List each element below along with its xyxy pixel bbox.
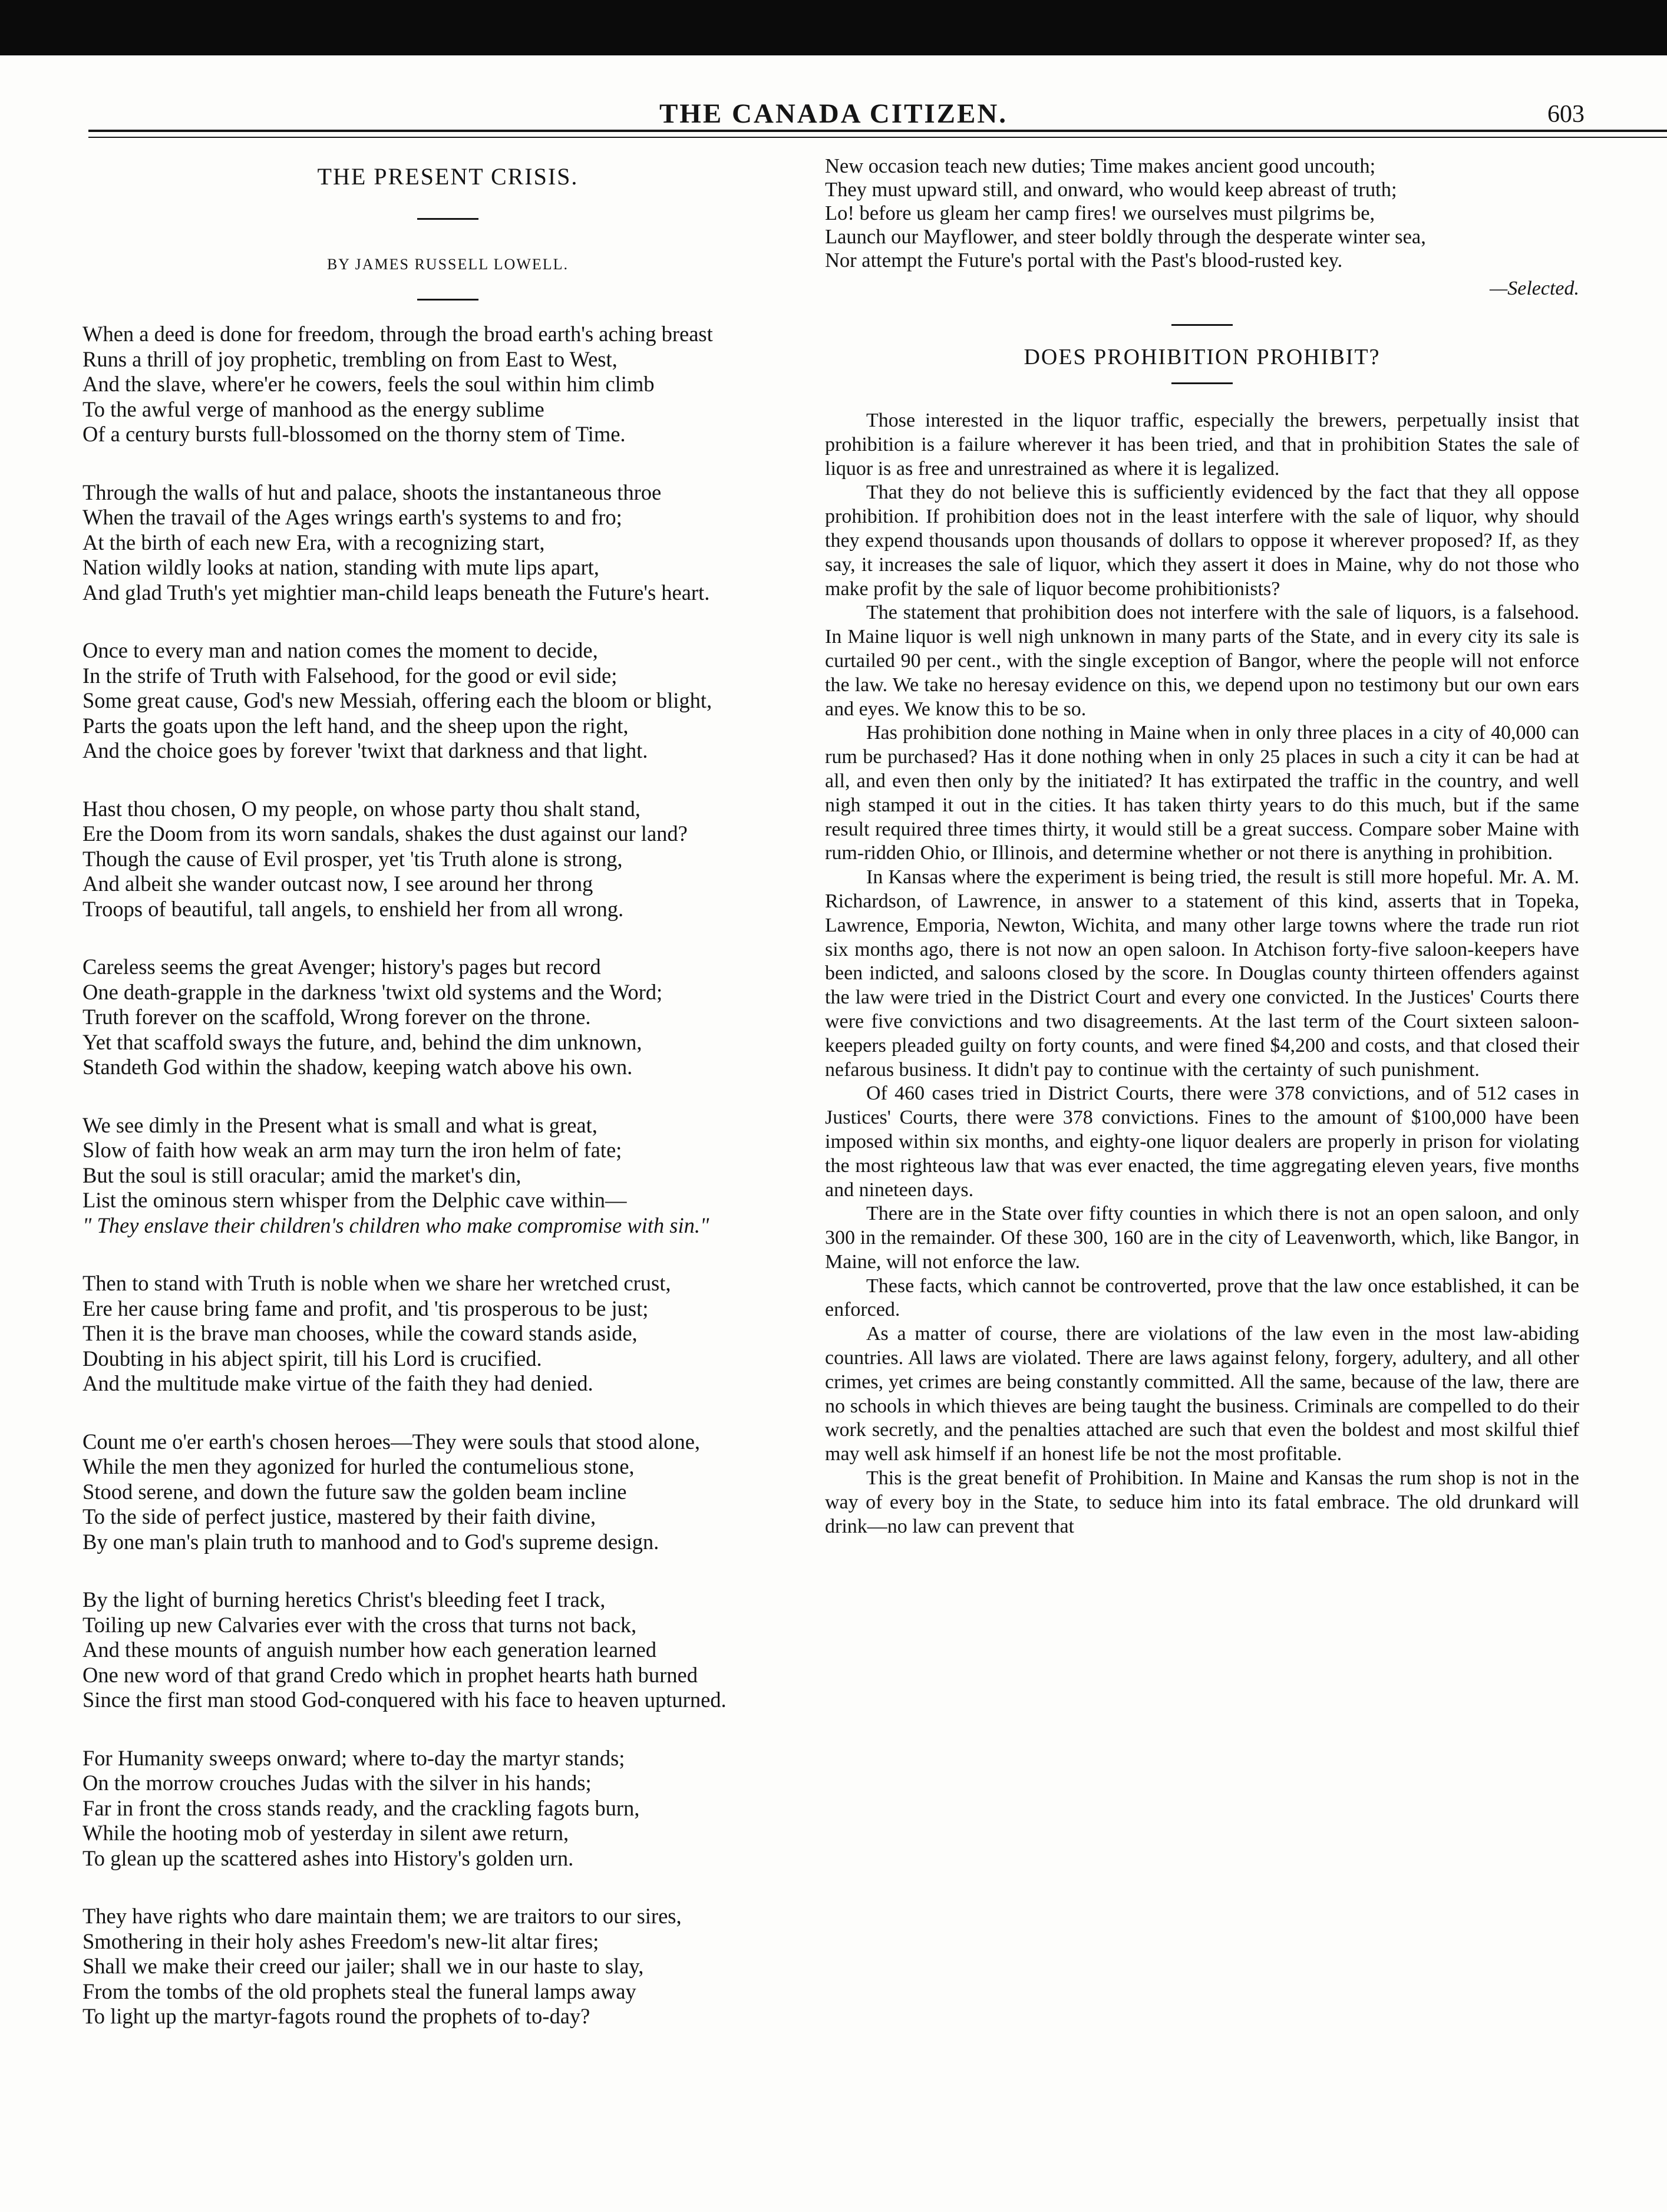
article-paragraph: As a matter of course, there are violations of the law even in the most law-abiding countries. All laws are violated. There are laws against felony, forgery, adultery, and all other crimes, yet crimes are being constantly committed. All the same, because of the law, there are no schools in which thieves are being taught the business. Criminals are compelled to do their work secretly, and the penalties attached are such that even the boldest and most skilful thief may well ask himself if an honest life be not the most profitable. xyxy=(825,1323,1579,1465)
poem-stanza xyxy=(82,955,813,1080)
poem-stanza xyxy=(82,1746,813,1871)
article-paragraph: This is the great benefit of Prohibition. In Maine and Kansas the rum shop is not in the way of every boy in the State, to seduce him into its fatal embrace. The old drunkard will drink—no law can prevent that xyxy=(825,1467,1579,1537)
poem-line: And glad Truth's yet mightier man-child leaps beneath the Future's heart. xyxy=(82,580,710,605)
poem-line: Then it is the brave man chooses, while the coward stands aside, xyxy=(82,1321,638,1345)
poem-line: And the multitude make virtue of the faith they had denied. xyxy=(82,1371,593,1395)
poem-line: When a deed is done for freedom, through the broad earth's aching breast xyxy=(82,322,713,346)
poem-line: Some great cause, God's new Messiah, offering each the bloom or blight, xyxy=(82,688,712,712)
poem-line: From the tombs of the old prophets steal the funeral lamps away xyxy=(82,1979,636,2003)
poem-line: Since the first man stood God-conquered with his face to heaven upturned. xyxy=(82,1688,727,1712)
poem-stanza xyxy=(82,1113,813,1239)
article-body xyxy=(825,409,1579,1539)
article-column xyxy=(825,154,1579,1539)
poem-continuation xyxy=(825,154,1579,272)
poem-line: Launch our Mayflower, and steer boldly through the desperate winter sea, xyxy=(825,226,1426,248)
poem-line: When the travail of the Ages wrings earth's systems to and fro; xyxy=(82,505,622,529)
poem-line: But the soul is still oracular; amid the market's din, xyxy=(82,1163,521,1187)
article-paragraph: There are in the State over fifty counties in which there is not an open saloon, and only 300 in the remainder. Of these 300, 160 are in the city of Leavenworth, which, like Bangor, in Maine, will not enforce the law. xyxy=(825,1203,1579,1273)
article-paragraph: Those interested in the liquor traffic, especially the brewers, perpetually insist that prohibition is a failure wherever it has been tried, and that in prohibition States the sale of liquor is as free and unrestrained as where it is legalized. xyxy=(825,410,1579,480)
article-paragraph: That they do not believe this is sufficiently evidenced by the fact that they all oppose prohibition. If prohibition does not in the least interfere with the sale of liquor, why should they expend thousands upon thousands of dollars to oppose it wherever proposed? If, as they say, it increases the sale of liquor, which they assert it does in Maine, why do not those who make profit by the sale of liquor become prohibitionists? xyxy=(825,481,1579,600)
masthead: THE CANADA CITIZEN. xyxy=(659,98,1008,129)
poem-line: Standeth God within the shadow, keeping watch above his own. xyxy=(82,1055,633,1079)
poem-line: One death-grapple in the darkness 'twixt old systems and the Word; xyxy=(82,979,663,1004)
page-number: 603 xyxy=(1547,101,1585,128)
article-title-rule xyxy=(1171,382,1233,384)
poem-line: Careless seems the great Avenger; history's pages but record xyxy=(82,955,601,979)
poem-body xyxy=(82,322,813,2029)
poem-line: At the birth of each new Era, with a recognizing start, xyxy=(82,530,545,554)
poem-stanza xyxy=(82,1904,813,2029)
poem-stanza xyxy=(82,1271,813,1396)
poem-line: Troops of beautiful, tall angels, to enshield her from all wrong. xyxy=(82,896,624,921)
poem-line: List the ominous stern whisper from the Delphic cave within— xyxy=(82,1188,627,1212)
poem-line: Then to stand with Truth is noble when we share her wretched crust, xyxy=(82,1271,671,1295)
poem-line: " They enslave their children's children who make compromise with sin." xyxy=(82,1213,709,1237)
poem-line: To the awful verge of manhood as the energy sublime xyxy=(82,397,544,421)
poem-line: Toiling up new Calvaries ever with the cross that turns not back, xyxy=(82,1612,637,1637)
poem-line: Count me o'er earth's chosen heroes—They were souls that stood alone, xyxy=(82,1429,701,1454)
poem-line: And the slave, where'er he cowers, feels the soul within him climb xyxy=(82,372,655,396)
poem-line: Yet that scaffold sways the future, and, behind the dim unknown, xyxy=(82,1029,642,1054)
header-rule xyxy=(88,130,1667,132)
article-paragraph: The statement that prohibition does not interfere with the sale of liquors, is a falsehood. In Maine liquor is well nigh unknown in many parts of the State, and in every city its sale is curtailed 90 per cent., with the single exception of Bangor, where the people will not enforce the law. We take no heresay evidence on this, we depend upon no testimony but our own ears and eyes. We know this to be so. xyxy=(825,602,1579,720)
poem-line: Runs a thrill of joy prophetic, trembling on from East to West, xyxy=(82,346,618,371)
poem-byline: BY JAMES RUSSELL LOWELL. xyxy=(326,256,569,273)
poem-line: Lo! before us gleam her camp fires! we ourselves must pilgrims be, xyxy=(825,202,1375,224)
poem-stanza xyxy=(82,480,813,606)
poem-line: On the morrow crouches Judas with the silver in his hands; xyxy=(82,1771,592,1795)
poem-line: Truth forever on the scaffold, Wrong forever on the throne. xyxy=(82,1005,591,1029)
poem-line: Parts the goats upon the left hand, and the sheep upon the right, xyxy=(82,713,629,738)
poem-line: Once to every man and nation comes the moment to decide, xyxy=(82,638,598,662)
header-rule-thin xyxy=(88,137,1667,138)
poem-line: Doubting in his abject spirit, till his Lord is crucified. xyxy=(82,1346,542,1371)
poem-line: While the hooting mob of yesterday in silent awe return, xyxy=(82,1821,569,1845)
scan-top-border xyxy=(0,0,1667,55)
poem-line: By the light of burning heretics Christ's bleeding feet I track, xyxy=(82,1587,606,1612)
article-paragraph: In Kansas where the experiment is being tried, the result is still more hopeful. Mr. A. M. Richardson, of Lawrence, in answer to a statement of this kind, asserts that in Topeka, Lawrence, Emporia, Newton, Wichita, and many other large towns where the trade run riot six months ago, there is not now an open saloon. In Atchison forty-five saloon-keepers have been indicted, and saloons closed by the score. In Douglas county thirteen offenders against the law were tried in the District Court and every one convicted. In the Justices' Courts there were five convictions and two disagreements. At the last term of the Court sixteen saloon-keepers pleaded guilty on forty counts, and were fined $4,200 and costs, and that closed their nefarous business. It didn't pay to continue with the certainty of such punishment. xyxy=(825,866,1579,1081)
poem-line: One new word of that grand Credo which in prophet hearts hath burned xyxy=(82,1662,698,1687)
poem-line: To the side of perfect justice, mastered by their faith divine, xyxy=(82,1504,596,1528)
poem-stanza xyxy=(82,322,813,447)
poem-credit: —Selected. xyxy=(1490,278,1579,299)
poem-line: To light up the martyr-fagots round the prophets of to-day? xyxy=(82,2004,590,2028)
poem-line: And these mounts of anguish number how each generation learned xyxy=(82,1637,657,1662)
poem-stanza xyxy=(82,1429,813,1555)
article-paragraph: These facts, which cannot be controverted, prove that the law once established, it can be enforced. xyxy=(825,1275,1579,1321)
poem-title: THE PRESENT CRISIS. xyxy=(317,163,579,190)
poem-line: New occasion teach new duties; Time makes ancient good uncouth; xyxy=(825,155,1376,177)
poem-line: Nation wildly looks at nation, standing with mute lips apart, xyxy=(82,555,599,579)
poem-line: And the choice goes by forever 'twixt that darkness and that light. xyxy=(82,738,648,762)
poem-line: Though the cause of Evil prosper, yet 'tis Truth alone is strong, xyxy=(82,846,623,871)
poem-line: Ere her cause bring fame and profit, and 'tis prosperous to be just; xyxy=(82,1296,649,1320)
poem-line: Smothering in their holy ashes Freedom's new-lit altar fires; xyxy=(82,1929,599,1953)
poem-line: Hast thou chosen, O my people, on whose party thou shalt stand, xyxy=(82,796,641,821)
poem-line: Through the walls of hut and palace, shoots the instantaneous throe xyxy=(82,480,662,504)
poem-line: Nor attempt the Future's portal with the Past's blood-rusted key. xyxy=(825,249,1343,272)
poem-line: To glean up the scattered ashes into History's golden urn. xyxy=(82,1845,574,1870)
title-rule xyxy=(417,218,478,220)
poem-line: We see dimly in the Present what is small and what is great, xyxy=(82,1112,598,1137)
poem-line: Ere the Doom from its worn sandals, shakes the dust against our land? xyxy=(82,821,688,846)
poem-line: Stood serene, and down the future saw the golden beam incline xyxy=(82,1479,627,1504)
poem-line: For Humanity sweeps onward; where to-day the martyr stands; xyxy=(82,1745,625,1770)
poem-line: While the men they agonized for hurled the contumelious stone, xyxy=(82,1454,635,1478)
poem-line: Shall we make their creed our jailer; shall we in our haste to slay, xyxy=(82,1954,644,1978)
poem-line: By one man's plain truth to manhood and to God's supreme design. xyxy=(82,1529,659,1554)
byline-rule xyxy=(417,299,478,301)
poem-line: They have rights who dare maintain them; we are traitors to our sires, xyxy=(82,1904,682,1928)
poem-line: In the strife of Truth with Falsehood, for the good or evil side; xyxy=(82,663,618,688)
poem-stanza xyxy=(82,638,813,764)
poem-line: Slow of faith how weak an arm may turn the iron helm of fate; xyxy=(82,1138,622,1162)
article-paragraph: Has prohibition done nothing in Maine when in only three places in a city of 40,000 can rum be purchased? Has it done nothing when in only 25 places in such a city it can be had at all, and even then only by the initiated? It has extirpated the traffic in the country, and well nigh stamped it out in the cities. It has taken thirty years to do this much, but if the same result required three times thirty, it would still be a great success. Compare sober Maine with rum-ridden Ohio, or Illinois, and determine whether or not there is anything in prohibition. xyxy=(825,722,1579,864)
poem-line: Far in front the cross stands ready, and the crackling fagots burn, xyxy=(82,1795,640,1820)
poem-stanza xyxy=(82,1587,813,1713)
poem-line: And albeit she wander outcast now, I see around her throng xyxy=(82,871,593,896)
article-paragraph: Of 460 cases tried in District Courts, there were 378 convictions, and of 512 cases in Justices' Courts, there were 378 convictions. Fines to the amount of $100,000 have been imposed within six months, and eighty-one liquor dealers are properly in prison for violating the most righteous law that was ever enacted, the time aggregating eleven years, five months and nineteen days. xyxy=(825,1082,1579,1201)
poem-column xyxy=(82,154,813,2029)
article-title: DOES PROHIBITION PROHIBIT? xyxy=(1024,345,1381,369)
poem-stanza xyxy=(82,797,813,922)
poem-line: Of a century bursts full-blossomed on the thorny stem of Time. xyxy=(82,422,626,446)
section-rule xyxy=(1171,324,1233,326)
poem-line: They must upward still, and onward, who would keep abreast of truth; xyxy=(825,179,1397,201)
